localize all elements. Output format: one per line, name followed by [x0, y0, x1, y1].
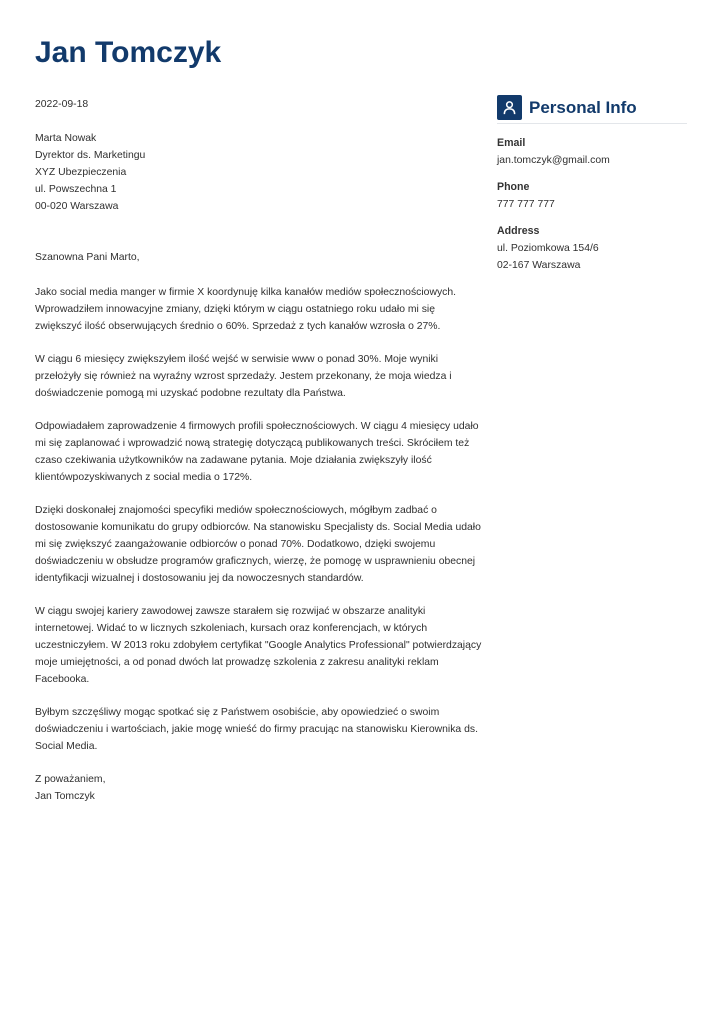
recipient-street: ul. Powszechna 1 [35, 184, 117, 195]
letter-paragraph: Jako social media manger w firmie X koordynuję kilka kanałów mediów społecznościowych. Wprowadziłem innowacyjne zmiany, dzięki którym w ciągu ostatniego roku udało mi się zwiększyć ilość obserwujących średnio o 60%. Sprzedaż z tych kanałów wzrosła o 27%. [35, 287, 457, 332]
phone-label: Phone [497, 181, 530, 193]
letter-paragraph: W ciągu swojej kariery zawodowej zawsze starałem się rozwijać w obszarze analityki internetowej. Widać to w licznych szkoleniach, kursach oraz konferencjach, w których uczestniczyłem. W 2013 roku zdobyłem certyfikat "Google Analytics Professional" potwierdzający moje umiejętności, a od ponad dwóch lat prowadzę szkolenia z zakresu analityki reklam Facebooka. [35, 606, 482, 685]
address-line-1: ul. Poziomkowa 154/6 [497, 243, 599, 254]
recipient-block [35, 130, 483, 215]
address-item [497, 223, 687, 274]
recipient-company: XYZ Ubezpieczenia [35, 167, 127, 178]
email-item [497, 135, 687, 169]
applicant-name: Jan Tomczyk [35, 36, 222, 69]
email-value: jan.tomczyk@gmail.com [497, 155, 610, 166]
recipient-city: 00-020 Warszawa [35, 201, 119, 212]
closing-signature: Jan Tomczyk [35, 791, 95, 802]
recipient-title: Dyrektor ds. Marketingu [35, 150, 146, 161]
recipient-name: Marta Nowak [35, 133, 97, 144]
email-label: Email [497, 137, 526, 149]
personal-info-sidebar [497, 95, 687, 274]
letter-date: 2022-09-18 [35, 99, 89, 110]
salutation: Szanowna Pani Marto, [35, 252, 140, 263]
person-icon [497, 95, 522, 120]
section-title: Personal Info [529, 97, 637, 117]
letter-body [35, 96, 483, 805]
letter-paragraph: W ciągu 6 miesięcy zwiększyłem ilość wejść w serwisie www o ponad 30%. Moje wyniki przełożyły się również na wyraźny wzrost sprzedaży. Jestem przekonany, że moja wiedza i doświadczenie pomogą mi uzyskać podobne rezultaty dla Państwa. [35, 354, 452, 399]
closing-phrase: Z poważaniem, [35, 774, 106, 785]
closing-block [35, 771, 483, 805]
letter-paragraph: Byłbym szczęśliwy mogąc spotkać się z Państwem osobiście, aby opowiedzieć o swoim doświadczeniu i wartościach, jakie mogę wnieść do firmy pracując na stanowisku Kierownika ds. Social Media. [35, 707, 478, 752]
phone-item [497, 179, 687, 213]
personal-info-header [497, 95, 687, 124]
address-label: Address [497, 225, 540, 237]
letter-paragraph: Dzięki doskonałej znajomości specyfiki mediów społecznościowych, mógłbym zadbać o dostosowanie komunikatu do grupy odbiorców. Na stanowisku Specjalisty ds. Social Media udało mi się zwiększyć zaangażowanie odbiorców o ponad 70%. Dodatkowo, dzięki swojemu doświadczeniu w obsłudze programów graficznych, wierzę, że pomogę w usprawnieniu obecnej identyfikacji wizualnej i dostosowaniu jej da nowoczesnych standardów. [35, 505, 481, 584]
phone-value: 777 777 777 [497, 199, 555, 210]
address-line-2: 02-167 Warszawa [497, 260, 581, 271]
letter-paragraph: Odpowiadałem zaprowadzenie 4 firmowych profili społecznościowych. W ciągu 4 miesięcy udało mi się zaplanować i wprowadzić nową strategię dotyczącą publikowanych treści. Skróciłem też czaso czekiwania użytkowników na zadawane pytania. Moje działania zwiększyły ilość klientówpozyskiwanych z social media o 172%. [35, 421, 479, 483]
